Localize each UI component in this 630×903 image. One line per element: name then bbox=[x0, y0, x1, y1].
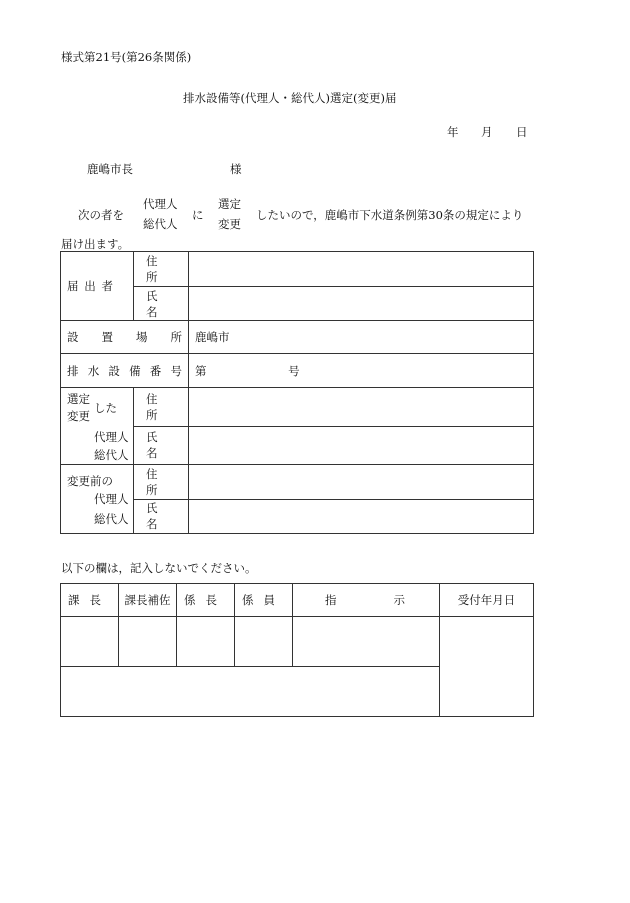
before-change-representative-label: 総代人 bbox=[94, 512, 129, 526]
selected-name-field[interactable] bbox=[189, 426, 534, 465]
header-instructions: 指 示 bbox=[293, 584, 440, 617]
header-staff: 係員 bbox=[235, 584, 293, 617]
notifier-address-label: 住所 bbox=[134, 252, 189, 287]
statement-line2: 届け出ます。 bbox=[61, 237, 130, 251]
selected-shita-label: した bbox=[94, 401, 117, 415]
statement-suffix: したいので，鹿嶋市下水道条例第30条の規定により bbox=[256, 208, 524, 222]
statement-prefix: 次の者を bbox=[78, 208, 124, 222]
drainage-number-field[interactable] bbox=[189, 354, 534, 388]
statement-representative: 総代人 bbox=[143, 217, 178, 231]
notifier-address-field[interactable] bbox=[189, 252, 534, 287]
before-change-name-label: 氏名 bbox=[134, 499, 189, 534]
date-month-label: 月 bbox=[481, 125, 493, 139]
statement-agent: 代理人 bbox=[143, 197, 178, 211]
form-number: 様式第21号(第26条関係) bbox=[61, 50, 192, 64]
instructions-cell[interactable] bbox=[293, 617, 440, 667]
location-value: 鹿嶋市 bbox=[195, 330, 230, 344]
header-subsection-chief: 係長 bbox=[177, 584, 235, 617]
drainage-number-label-cell bbox=[61, 354, 189, 388]
selected-address-label: 住所 bbox=[134, 388, 189, 427]
stamp-cell-section-chief[interactable] bbox=[61, 617, 119, 667]
before-change-address-field[interactable] bbox=[189, 465, 534, 500]
date-day-label: 日 bbox=[516, 125, 528, 139]
form-title: 排水設備等(代理人・総代人)選定(変更)届 bbox=[183, 91, 397, 105]
selected-representative-label: 総代人 bbox=[94, 448, 129, 462]
statement-particle: に bbox=[192, 208, 204, 222]
before-change-agent-label: 代理人 bbox=[94, 492, 129, 506]
header-assistant-chief: 課長補佐 bbox=[119, 584, 177, 617]
stamp-cell-assistant-chief[interactable] bbox=[119, 617, 177, 667]
statement-change: 変更 bbox=[218, 217, 241, 231]
location-label-cell bbox=[61, 321, 189, 354]
header-section-chief: 課長 bbox=[61, 584, 119, 617]
before-change-label-cell bbox=[61, 465, 134, 534]
notifier-label-cell bbox=[61, 252, 134, 321]
before-change-address-label: 住所 bbox=[134, 465, 189, 500]
honorific: 様 bbox=[230, 162, 242, 176]
statement-select: 選定 bbox=[218, 197, 241, 211]
header-receipt-date: 受付年月日 bbox=[440, 584, 534, 617]
notifier-name-field[interactable] bbox=[189, 287, 534, 321]
selected-address-field[interactable] bbox=[189, 388, 534, 427]
addressee: 鹿嶋市長 bbox=[87, 162, 133, 176]
notes-cell[interactable] bbox=[61, 667, 440, 717]
selected-agent-label: 代理人 bbox=[94, 430, 129, 444]
location-label: 設 置 場 所 bbox=[67, 330, 182, 344]
stamp-cell-subsection-chief[interactable] bbox=[177, 617, 235, 667]
selected-name-label: 氏名 bbox=[134, 426, 189, 465]
office-use-table bbox=[60, 583, 534, 717]
main-form-table bbox=[60, 251, 534, 534]
selected-label-cell bbox=[61, 388, 134, 465]
before-change-name-field[interactable] bbox=[189, 499, 534, 534]
selected-select-label: 選定 bbox=[67, 392, 90, 406]
before-change-label: 変更前の bbox=[67, 474, 113, 488]
notifier-name-label: 氏名 bbox=[134, 287, 189, 321]
drainage-number-label: 排 水 設 備 番 号 bbox=[67, 363, 182, 378]
selected-change-label: 変更 bbox=[67, 409, 90, 423]
office-use-note: 以下の欄は，記入しないでください。 bbox=[61, 561, 257, 575]
stamp-cell-staff[interactable] bbox=[235, 617, 293, 667]
receipt-date-cell[interactable] bbox=[440, 617, 534, 717]
date-year-label: 年 bbox=[447, 125, 459, 139]
drainage-number-prefix: 第 bbox=[195, 363, 207, 378]
location-field[interactable] bbox=[189, 321, 534, 354]
drainage-number-suffix: 号 bbox=[288, 363, 300, 378]
notifier-label: 届 出 者 bbox=[67, 279, 113, 293]
